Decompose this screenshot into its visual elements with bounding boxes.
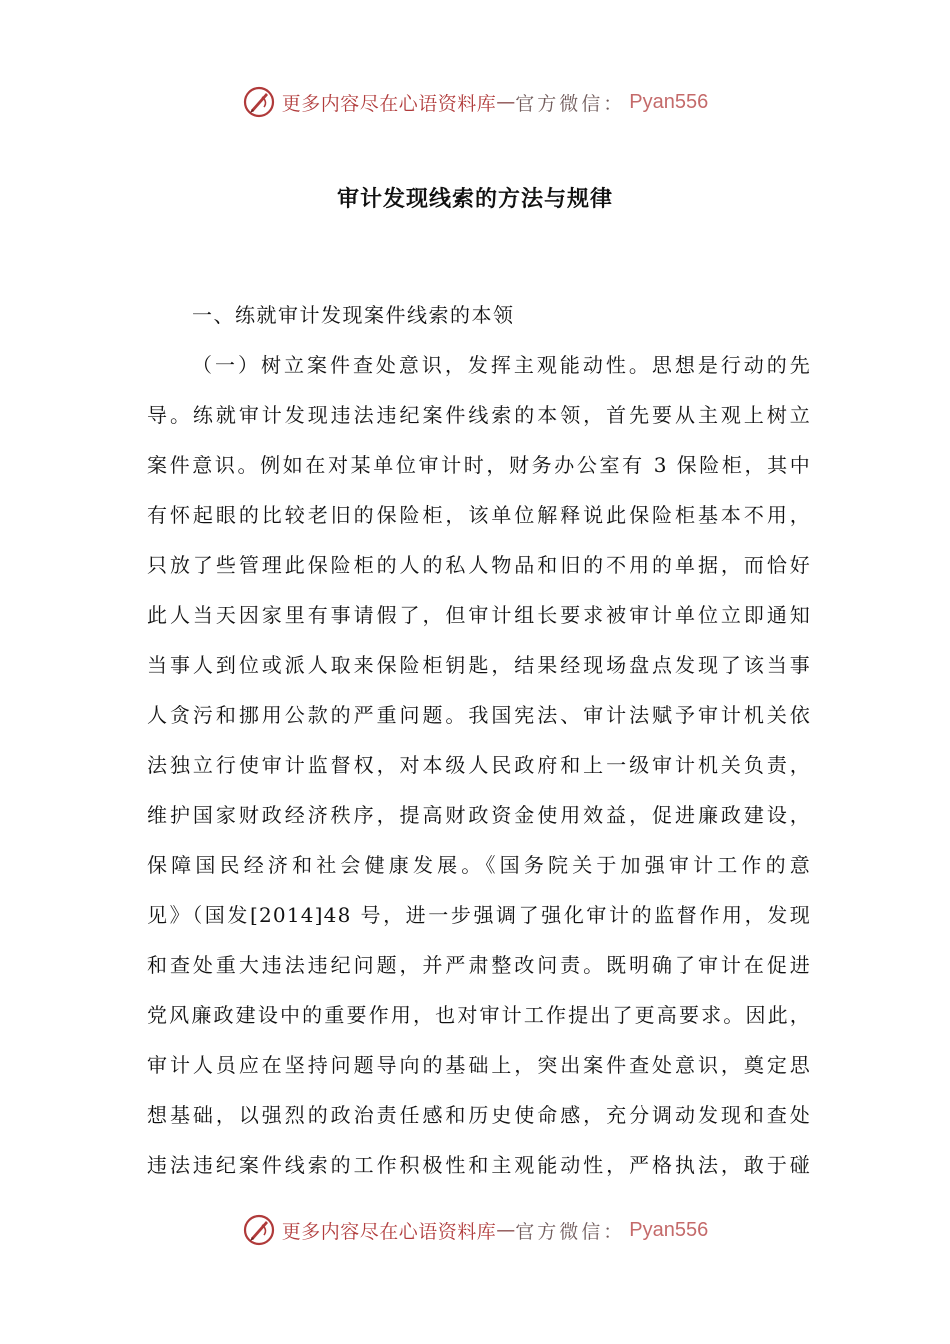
watermark-wechat-id: Pyan556 bbox=[629, 90, 709, 113]
body-line-7: 当事人到位或派人取来保险柜钥匙，结果经现场盘点发现了该当事 bbox=[147, 653, 811, 677]
body-line-1: （一）树立案件查处意识，发挥主观能动性。思想是行动的先 bbox=[192, 353, 811, 377]
watermark-banner-bottom bbox=[0, 1208, 950, 1252]
watermark-banner-top bbox=[0, 80, 950, 124]
watermark-wechat-label: 官方微信： bbox=[515, 1220, 626, 1243]
document-title: 审计发现线索的方法与规律 bbox=[336, 187, 613, 212]
watermark-text: 更多内容尽在心语资料库 bbox=[281, 92, 497, 115]
watermark-dash: — bbox=[496, 1219, 516, 1241]
body-line-4: 有怀起眼的比较老旧的保险柜，该单位解释说此保险柜基本不用， bbox=[147, 503, 811, 527]
watermark-wechat-label: 官方微信： bbox=[515, 92, 626, 115]
body-line-17: 违法违纪案件线索的工作积极性和主观能动性，严格执法，敢于碰 bbox=[147, 1153, 811, 1177]
body-line-10: 维护国家财政经济秩序，提高财政资金使用效益，促进廉政建设， bbox=[147, 803, 811, 827]
body-line-6: 此人当天因家里有事请假了，但审计组长要求被审计单位立即通知 bbox=[147, 603, 811, 627]
body-line-5: 只放了些管理此保险柜的人的私人物品和旧的不用的单据，而恰好 bbox=[147, 553, 811, 577]
body-line-15: 审计人员应在坚持问题导向的基础上，突出案件查处意识，奠定思 bbox=[147, 1053, 811, 1077]
section-heading: 一、练就审计发现案件线索的本领 bbox=[192, 303, 515, 327]
watermark-wechat-id: Pyan556 bbox=[629, 1218, 709, 1241]
body-line-13: 和查处重大违法违纪问题，并严肃整改问责。既明确了审计在促进 bbox=[147, 953, 811, 977]
quill-logo-icon bbox=[242, 85, 276, 119]
body-line-11: 保障国民经济和社会健康发展。《国务院关于加强审计工作的意 bbox=[147, 853, 811, 877]
quill-logo-icon bbox=[242, 1213, 276, 1247]
watermark-text: 更多内容尽在心语资料库 bbox=[281, 1220, 497, 1243]
body-line-14: 党风廉政建设中的重要作用，也对审计工作提出了更高要求。因此， bbox=[147, 1003, 811, 1027]
watermark-dash: — bbox=[496, 91, 516, 113]
body-line-16: 想基础，以强烈的政治责任感和历史使命感，充分调动发现和查处 bbox=[147, 1103, 811, 1127]
body-line-3: 案件意识。例如在对某单位审计时，财务办公室有 3 保险柜，其中 bbox=[147, 453, 811, 477]
body-line-12: 见》（国发[2014]48 号，进一步强调了强化审计的监督作用，发现 bbox=[147, 903, 811, 927]
body-line-8: 人贪污和挪用公款的严重问题。我国宪法、审计法赋予审计机关依 bbox=[147, 703, 811, 727]
body-line-2: 导。练就审计发现违法违纪案件线索的本领，首先要从主观上树立 bbox=[147, 403, 811, 427]
body-line-9: 法独立行使审计监督权，对本级人民政府和上一级审计机关负责， bbox=[147, 753, 811, 777]
